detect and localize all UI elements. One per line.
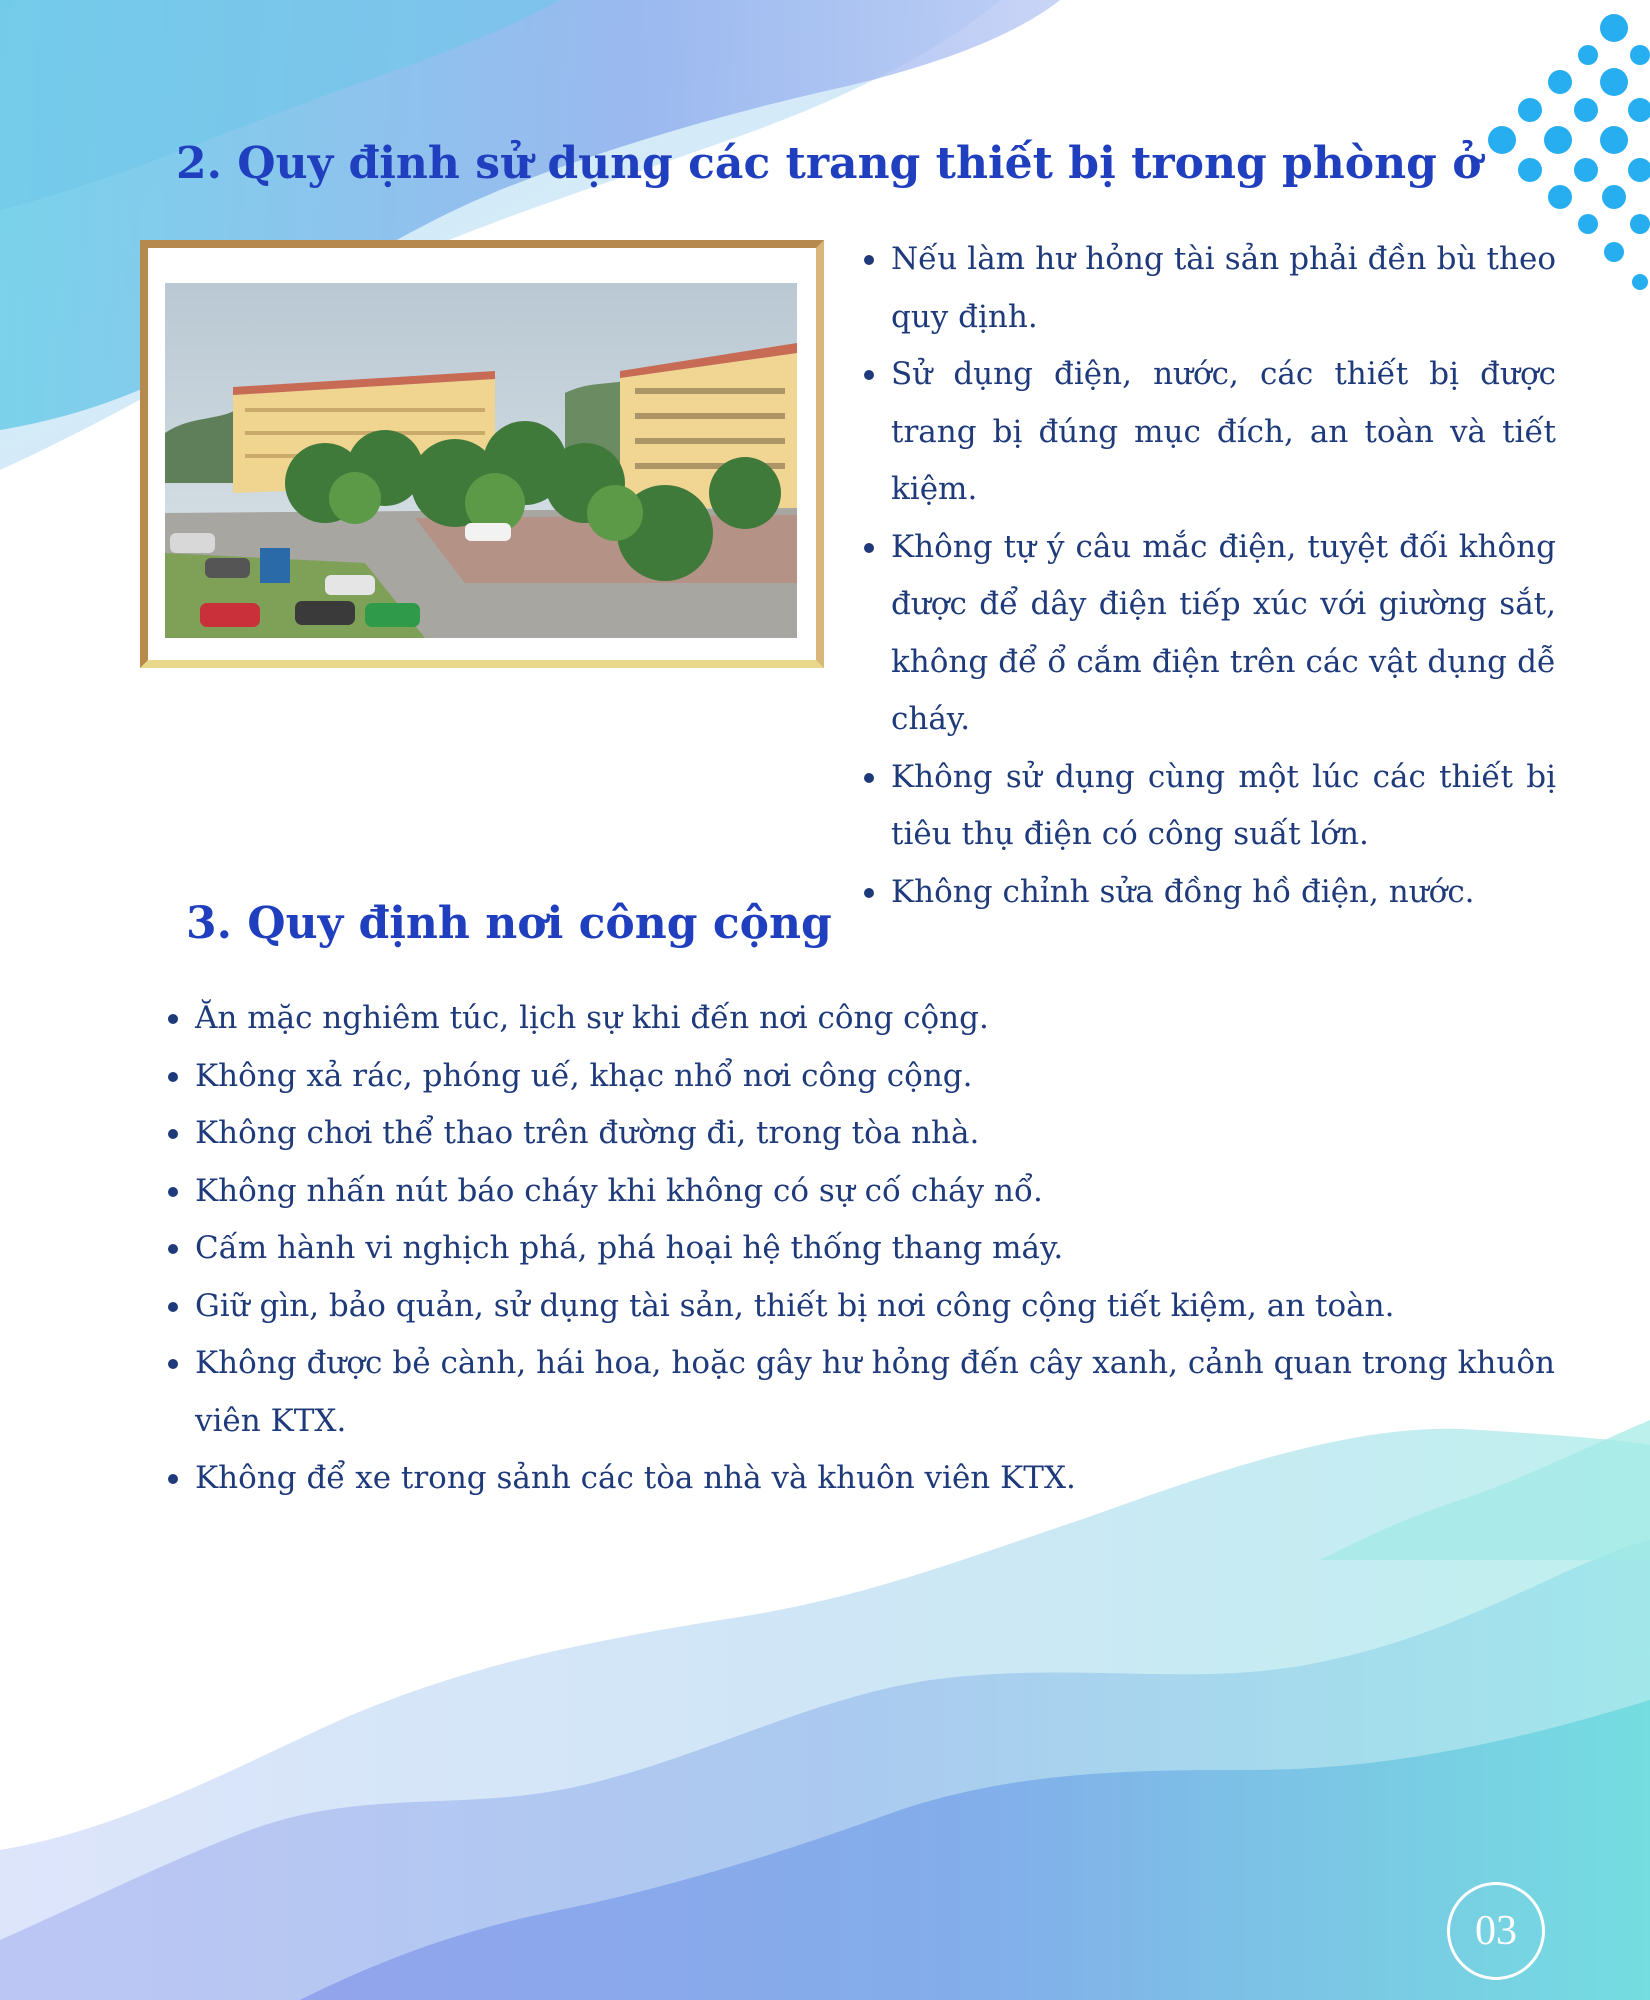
list-item: Không tự ý câu mắc điện, tuyệt đối không được để dây điện tiếp xúc với giường sắt, không để ổ cắm điện trên các vật dụng dễ cháy.	[861, 519, 1556, 749]
list-item: Nếu làm hư hỏng tài sản phải đền bù theo quy định.	[861, 231, 1556, 346]
list-item: Ăn mặc nghiêm túc, lịch sự khi đến nơi công cộng.	[165, 990, 1555, 1048]
section-2-heading: 2. Quy định sử dụng các trang thiết bị trong phòng ở	[176, 138, 1482, 189]
list-item: Không được bẻ cành, hái hoa, hoặc gây hư hỏng đến cây xanh, cảnh quan trong khuôn viên KTX.	[165, 1335, 1555, 1450]
list-item: Không sử dụng cùng một lúc các thiết bị tiêu thụ điện có công suất lớn.	[861, 749, 1556, 864]
list-item: Không chỉnh sửa đồng hồ điện, nước.	[861, 864, 1556, 922]
section-2-list	[861, 231, 1556, 921]
list-item: Cấm hành vi nghịch phá, phá hoại hệ thống thang máy.	[165, 1220, 1555, 1278]
dormitory-photo	[165, 283, 797, 638]
list-item: Không chơi thể thao trên đường đi, trong tòa nhà.	[165, 1105, 1555, 1163]
section-3-heading: 3. Quy định nơi công cộng	[186, 898, 832, 949]
list-item: Sử dụng điện, nước, các thiết bị được trang bị đúng mục đích, an toàn và tiết kiệm.	[861, 346, 1556, 519]
section-3-list	[165, 990, 1555, 1508]
page-number-badge: 03	[1447, 1882, 1545, 1980]
list-item: Không để xe trong sảnh các tòa nhà và khuôn viên KTX.	[165, 1450, 1555, 1508]
list-item: Không nhấn nút báo cháy khi không có sự cố cháy nổ.	[165, 1163, 1555, 1221]
list-item: Không xả rác, phóng uế, khạc nhổ nơi công cộng.	[165, 1048, 1555, 1106]
list-item: Giữ gìn, bảo quản, sử dụng tài sản, thiết bị nơi công cộng tiết kiệm, an toàn.	[165, 1278, 1555, 1336]
